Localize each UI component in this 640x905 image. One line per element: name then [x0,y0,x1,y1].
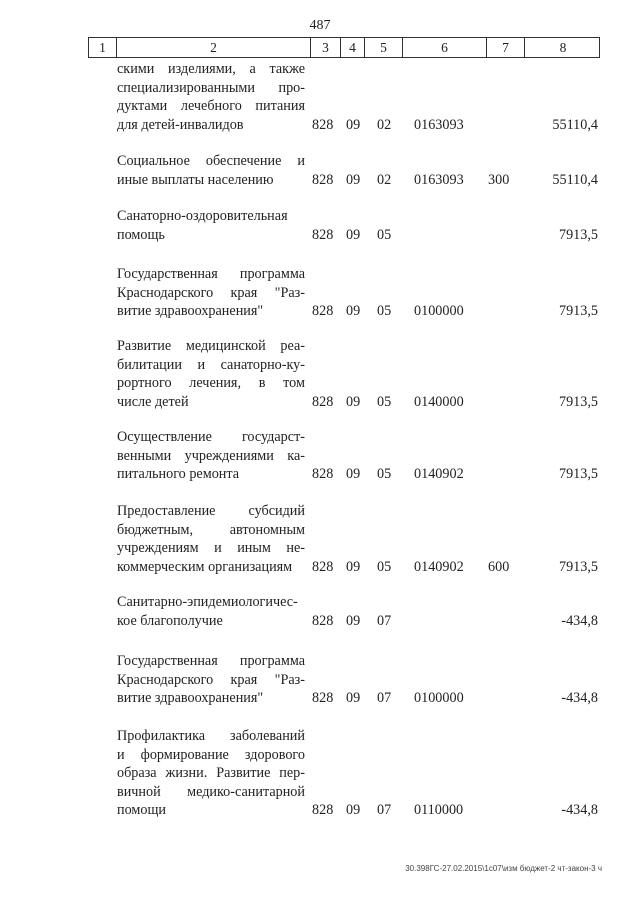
cell-col-3: 828 [312,466,334,483]
header-col-8: 8 [559,40,567,55]
description-line: Профилактика заболеваний [117,728,305,744]
header-col-6: 6 [403,38,487,57]
cell-col-4: 09 [346,393,361,410]
cell-col-4: 09 [346,171,361,188]
description-line: венными учреждениями ка- [117,447,305,464]
cell-col-5: 05 [377,393,392,410]
description-line: витие здравоохранения" [117,690,264,707]
cell-col-3: 828 [312,171,334,188]
cell-col-6: 0140902 [414,466,464,483]
cell-col-4: 09 [346,612,361,629]
description-line: кое благополучие [117,612,223,629]
cell-col-6: 0110000 [414,802,464,819]
row-description [117,428,305,484]
table-row [0,207,640,244]
cell-col-3: 828 [312,116,334,133]
row-description [117,502,305,576]
description-line: Краснодарского края "Раз- [117,284,305,301]
header-col-3: 3 [311,38,341,57]
cell-col-6: 0163093 [414,171,464,188]
cell-col-4: 09 [346,690,361,707]
cell-col-4: 09 [346,558,361,575]
description-line: Государственная программа [117,266,305,282]
cell-col-5: 07 [377,802,392,819]
description-line: и формирование здорового [117,746,305,763]
cell-col-4: 09 [346,116,361,133]
description-line: специализированными про- [117,79,305,96]
table-header [88,37,600,58]
description-line: Социальное обеспечение и [117,153,305,169]
cell-col-5: 02 [377,116,392,133]
cell-col-7: 600 [488,558,510,575]
description-line: помощь [117,226,165,243]
row-description [117,593,305,630]
description-line: образа жизни. Развитие пер- [117,765,305,782]
row-description [117,652,305,708]
cell-col-5: 05 [377,303,392,320]
cell-col-5: 05 [377,466,392,483]
cell-col-5: 05 [377,226,392,243]
table-row [0,428,640,484]
description-line: Краснодарского края "Раз- [117,671,305,688]
cell-col-5: 02 [377,171,392,188]
description-line: рортного лечения, в том [117,375,305,392]
header-col-1: 1 [89,38,117,57]
table-row [0,60,640,134]
cell-col-3: 828 [312,303,334,320]
description-line: Предоставление субсидий [117,503,305,519]
cell-col-6: 0140902 [414,558,464,575]
cell-col-5: 07 [377,612,392,629]
cell-col-8: -434,8 [561,690,598,707]
description-line: Государственная программа [117,653,305,669]
cell-col-3: 828 [312,690,334,707]
cell-col-8: 7913,5 [558,558,598,575]
table-row [0,152,640,189]
description-line: числе детей [117,393,189,410]
cell-col-4: 09 [346,466,361,483]
cell-col-8: 7913,5 [558,303,598,320]
cell-col-5: 05 [377,558,392,575]
table-row [0,652,640,708]
description-line: бюджетным, автономным [117,521,305,538]
row-description [117,60,305,134]
description-line: питального ремонта [117,466,240,483]
header-col-4: 4 [341,38,365,57]
description-line: для детей-инвалидов [117,116,244,133]
row-description [117,727,305,820]
cell-col-8: 7913,5 [558,466,598,483]
cell-col-4: 09 [346,226,361,243]
cell-col-5: 07 [377,690,392,707]
row-description [117,337,305,411]
cell-col-3: 828 [312,393,334,410]
row-description [117,265,305,321]
cell-col-3: 828 [312,802,334,819]
cell-col-8: -434,8 [561,612,598,629]
table-row [0,593,640,630]
cell-col-4: 09 [346,802,361,819]
description-line: витие здравоохранения" [117,303,264,320]
cell-col-6: 0140000 [414,393,464,410]
cell-col-3: 828 [312,612,334,629]
cell-col-8: 55110,4 [552,171,598,188]
page-number: 487 [309,18,331,33]
description-line: Развитие медицинской реа- [117,338,305,354]
cell-col-4: 09 [346,303,361,320]
cell-col-3: 828 [312,226,334,243]
header-col-2: 2 [117,38,311,57]
cell-col-7: 300 [488,171,510,188]
cell-col-3: 828 [312,558,334,575]
cell-col-6: 0100000 [414,303,464,320]
table-row [0,727,640,820]
table-row [0,502,640,576]
cell-col-8: 7913,5 [558,393,598,410]
description-line: дуктами лечебного питания [117,98,305,115]
cell-col-6: 0100000 [414,690,464,707]
description-line: учреждениям и иным не- [117,540,305,557]
description-line: билитации и санаторно-ку- [117,356,305,373]
description-line: Осуществление государст- [117,429,305,445]
description-line: коммерческим организациям [117,558,293,575]
description-line: скими изделиями, а также [117,61,305,77]
document-footer: 30.398ГС-27.02.2015\1c07\изм бюджет-2 чт-закон-3 ч [405,864,602,873]
cell-col-6: 0163093 [414,116,464,133]
header-col-5: 5 [365,38,403,57]
cell-col-8: 55110,4 [552,116,598,133]
description-line: Санаторно-оздоровительная [117,208,288,224]
table-row [0,265,640,321]
row-description [117,207,305,244]
description-line: вичной медико-санитарной [117,783,305,800]
cell-col-8: 7913,5 [558,226,598,243]
table-row [0,337,640,411]
cell-col-8: -434,8 [561,802,598,819]
header-col-7: 7 [487,38,525,57]
description-line: помощи [117,802,167,819]
description-line: иные выплаты населению [117,171,274,188]
description-line: Санитарно-эпидемиологичес- [117,594,298,610]
row-description [117,152,305,189]
